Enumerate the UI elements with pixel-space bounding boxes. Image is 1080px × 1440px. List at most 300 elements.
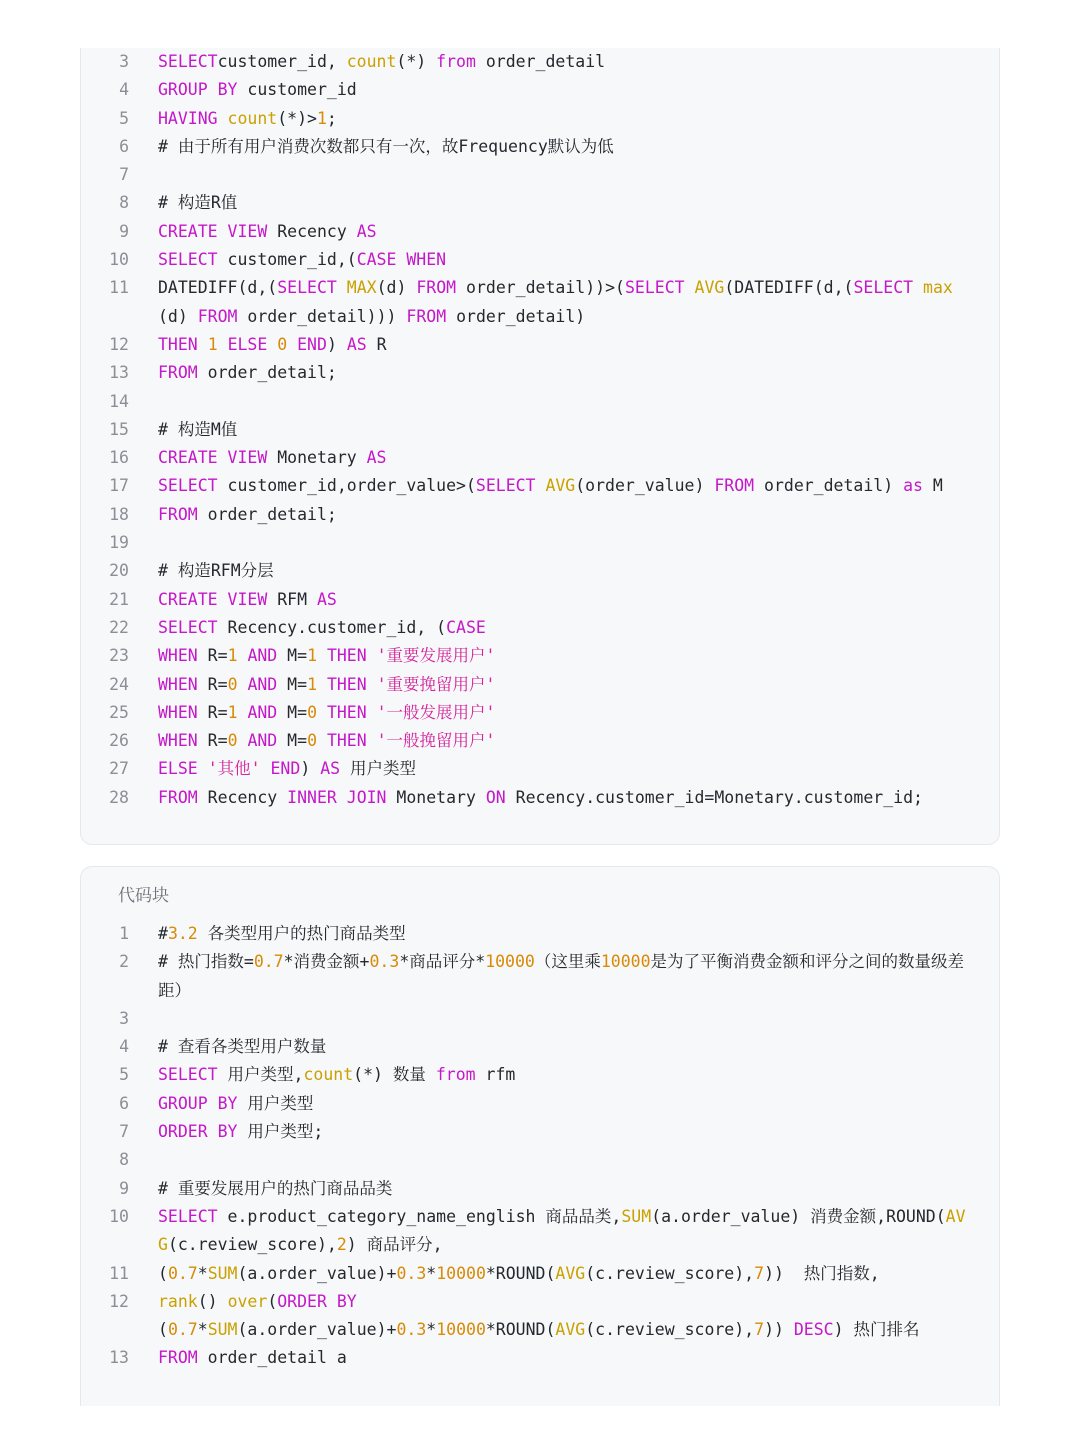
code-token: 3.2 xyxy=(167,924,198,943)
code-line xyxy=(81,416,999,444)
code-line xyxy=(81,1203,999,1260)
line-code xyxy=(158,948,972,1005)
code-line xyxy=(81,755,999,783)
code-token: 1 xyxy=(316,108,327,128)
code-token: # 重要发展用户的热门商品品类 xyxy=(158,1178,393,1198)
line-code xyxy=(158,920,972,948)
code-token: 用户类型 xyxy=(340,759,416,779)
code-token: *商品评分* xyxy=(399,952,486,972)
code-token: 10000 xyxy=(485,952,535,972)
code-token: over xyxy=(227,1291,268,1311)
line-code xyxy=(158,1288,972,1345)
code-token: SELECT xyxy=(158,476,218,496)
code-token: 0.7 xyxy=(167,1320,198,1340)
code-token: ELSE xyxy=(227,334,268,354)
code-token: ) xyxy=(300,759,321,779)
line-number: 4 xyxy=(119,1037,129,1057)
line-number: 12 xyxy=(109,334,129,354)
code-token xyxy=(913,278,923,297)
code-token: MAX xyxy=(346,278,377,298)
code-token: order_detail; xyxy=(197,504,337,524)
code-line xyxy=(81,472,999,500)
line-number: 9 xyxy=(119,221,129,241)
code-token: AVG xyxy=(158,1206,966,1255)
code-token: ORDER BY xyxy=(277,1291,357,1311)
line-code xyxy=(158,1118,972,1146)
code-token: CREATE VIEW xyxy=(158,221,268,241)
code-token xyxy=(317,731,327,750)
code-token xyxy=(198,759,208,778)
line-code xyxy=(158,586,972,614)
line-number: 9 xyxy=(119,1178,129,1198)
code-token xyxy=(317,675,327,694)
line-number: 6 xyxy=(119,136,129,156)
code-line xyxy=(81,586,999,614)
line-code xyxy=(158,1146,972,1174)
code-token: THEN xyxy=(326,674,367,694)
line-number: 26 xyxy=(109,731,129,751)
code-token: ( xyxy=(158,1263,168,1283)
code-token: customer_id,( xyxy=(217,250,357,270)
code-token: (*) xyxy=(396,52,437,71)
line-number: 25 xyxy=(109,702,129,722)
code-line xyxy=(81,784,999,812)
code-token: 1 xyxy=(307,646,317,666)
code-line xyxy=(81,246,999,274)
code-token xyxy=(367,675,377,694)
code-token: 10000 xyxy=(600,952,651,972)
code-token: (d) xyxy=(376,278,417,298)
line-number: 2 xyxy=(119,952,129,972)
code-token: THEN xyxy=(326,702,367,722)
code-line xyxy=(81,161,999,189)
line-number: 14 xyxy=(109,391,129,411)
code-token: WHEN xyxy=(158,646,198,666)
code-token xyxy=(238,675,248,694)
code-token: SELECT xyxy=(277,278,337,298)
line-code xyxy=(158,331,972,359)
code-token: customer_id xyxy=(237,80,357,100)
code-token: AVG xyxy=(545,476,576,496)
line-code xyxy=(158,529,972,557)
code-token: # 构造M值 xyxy=(158,419,238,439)
code-token: FROM xyxy=(197,306,238,326)
code-token: （这里乘 xyxy=(534,952,601,972)
code-token xyxy=(337,278,347,297)
code-token: AND xyxy=(247,702,278,722)
line-code xyxy=(158,727,972,755)
code-token: DATEDIFF(d,( xyxy=(158,278,278,298)
code-token: # 由于所有用户消费次数都只有一次，故Frequency默认为低 xyxy=(158,136,614,156)
code-token xyxy=(218,109,228,128)
line-code xyxy=(158,161,972,189)
code-line xyxy=(81,48,999,76)
code-token: SUM xyxy=(621,1206,652,1226)
line-code xyxy=(158,755,972,783)
code-line xyxy=(81,727,999,755)
code-token xyxy=(238,731,248,750)
code-token xyxy=(536,476,546,495)
code-line xyxy=(81,76,999,104)
line-code xyxy=(158,1260,972,1288)
code-line xyxy=(81,133,999,161)
code-token: 用户类型; xyxy=(237,1122,324,1142)
code-token: R= xyxy=(197,731,228,751)
code-token: SELECT xyxy=(158,1206,218,1226)
line-number: 13 xyxy=(109,363,129,383)
code-line xyxy=(81,1005,999,1033)
line-code xyxy=(158,105,972,133)
code-token: FROM xyxy=(158,787,198,807)
code-token: (*)> xyxy=(277,108,317,128)
line-code xyxy=(158,48,972,76)
line-code xyxy=(158,359,972,387)
code-token: R= xyxy=(197,702,228,722)
code-token: SELECT xyxy=(158,52,218,71)
code-token: 0 xyxy=(227,731,238,751)
code-token: SELECT xyxy=(158,1065,218,1085)
line-number: 5 xyxy=(119,1065,129,1085)
code-token: END xyxy=(297,334,327,354)
code-token: # 热门指数= xyxy=(158,952,254,972)
code-line xyxy=(81,1033,999,1061)
line-number: 23 xyxy=(109,646,129,666)
code-lines xyxy=(81,48,999,812)
code-token: FROM xyxy=(416,278,457,298)
code-token: 1 xyxy=(227,702,238,722)
code-line xyxy=(81,671,999,699)
code-token: AS xyxy=(346,334,367,354)
code-token: (a.order_value)+ xyxy=(237,1263,397,1283)
code-token: (c.review_score), xyxy=(167,1235,337,1255)
code-token: SELECT xyxy=(624,278,685,298)
code-token: M= xyxy=(277,674,308,694)
code-token: M= xyxy=(277,731,308,751)
code-line xyxy=(81,948,999,1005)
code-token: order_detail xyxy=(475,52,606,71)
code-token: order_detail) xyxy=(754,476,904,496)
line-code xyxy=(158,671,972,699)
code-token xyxy=(198,335,208,354)
line-number: 7 xyxy=(119,1122,129,1142)
code-token: AND xyxy=(247,731,278,751)
code-token: FROM xyxy=(714,476,755,496)
line-number: 4 xyxy=(119,80,129,100)
code-token: order_detail; xyxy=(197,363,337,383)
line-code xyxy=(158,614,972,642)
line-code xyxy=(158,1061,972,1089)
code-token: 0 xyxy=(307,731,317,751)
code-token: THEN xyxy=(326,646,367,666)
code-token: * xyxy=(426,1263,437,1283)
code-token: FROM xyxy=(406,306,447,326)
line-number: 1 xyxy=(119,924,129,943)
code-token: DESC xyxy=(793,1320,834,1340)
code-token: 1 xyxy=(207,334,218,354)
code-token: 7 xyxy=(754,1263,765,1283)
code-token: # xyxy=(158,924,168,943)
line-number: 19 xyxy=(109,533,129,553)
code-token: ) 商品评分, xyxy=(346,1235,443,1255)
line-code xyxy=(158,1175,972,1203)
code-token: WHEN xyxy=(158,731,198,751)
code-line xyxy=(81,1344,999,1372)
code-token: customer_id,order_value>( xyxy=(217,476,476,496)
line-code xyxy=(158,557,972,585)
line-number: 6 xyxy=(119,1093,129,1113)
code-line xyxy=(81,1288,999,1345)
code-token: ; xyxy=(326,108,337,128)
code-token: 10000 xyxy=(436,1320,486,1340)
code-token xyxy=(317,646,327,665)
code-token: SELECT xyxy=(853,278,914,298)
code-token: R= xyxy=(197,674,228,694)
line-number: 27 xyxy=(109,759,129,779)
line-number: 5 xyxy=(119,108,129,128)
line-code xyxy=(158,218,972,246)
code-token: FROM xyxy=(158,504,198,524)
code-token xyxy=(367,703,377,722)
code-line xyxy=(81,331,999,359)
code-line xyxy=(81,1118,999,1146)
code-line xyxy=(81,1175,999,1203)
code-token xyxy=(218,335,228,354)
line-number: 28 xyxy=(109,787,129,807)
code-token: # 构造R值 xyxy=(158,193,238,213)
code-token: )) xyxy=(764,1320,794,1340)
code-token: AS xyxy=(366,448,387,468)
code-token: e.product_category_name_english 商品品类, xyxy=(217,1206,622,1226)
code-line xyxy=(81,444,999,472)
code-block-1 xyxy=(80,48,1000,845)
code-token: Recency.customer_id, ( xyxy=(217,617,447,637)
code-line xyxy=(81,218,999,246)
code-line xyxy=(81,501,999,529)
code-token: * xyxy=(197,1320,208,1340)
code-token: '一般挽留用户' xyxy=(376,731,496,751)
code-token: 是为了平衡消费金额和评分之间的数量级差距） xyxy=(158,952,965,1000)
line-code xyxy=(158,1090,972,1118)
code-token: AND xyxy=(247,646,278,666)
code-token: ) 热门排名 xyxy=(833,1320,920,1340)
code-token: '重要发展用户' xyxy=(376,646,496,666)
code-token: CREATE VIEW xyxy=(158,448,268,468)
line-number: 21 xyxy=(109,589,129,609)
code-token: AS xyxy=(320,759,341,779)
line-number: 12 xyxy=(109,1291,129,1311)
code-block-title: 代码块 xyxy=(118,886,169,906)
code-token: SELECT xyxy=(475,476,536,496)
code-token: (a.order_value) 消费金额,ROUND( xyxy=(651,1206,946,1226)
code-line xyxy=(81,614,999,642)
code-block-2 xyxy=(80,866,1000,1406)
code-token: GROUP BY xyxy=(158,80,238,100)
code-token: (c.review_score), xyxy=(585,1320,755,1340)
line-code xyxy=(158,246,972,274)
code-token: 0.3 xyxy=(396,1263,427,1283)
code-token: AVG xyxy=(694,278,725,298)
code-token: FROM xyxy=(158,1348,198,1368)
code-token: 0.7 xyxy=(167,1263,198,1283)
code-token: *ROUND( xyxy=(485,1263,556,1283)
code-token: SELECT xyxy=(158,617,218,637)
code-token: '一般发展用户' xyxy=(376,702,496,722)
code-token: THEN xyxy=(326,731,367,751)
code-token xyxy=(238,646,248,665)
code-token: ( xyxy=(158,1320,168,1340)
line-code xyxy=(158,189,972,217)
code-token: THEN xyxy=(158,334,198,354)
code-token: (d) xyxy=(158,306,198,326)
line-number: 8 xyxy=(119,193,129,213)
line-code xyxy=(158,1005,972,1033)
code-token: order_detail))>( xyxy=(456,278,625,298)
code-line xyxy=(81,699,999,727)
code-token: M= xyxy=(277,702,308,722)
code-token: '其他' xyxy=(207,759,261,779)
code-line xyxy=(81,557,999,585)
code-token: FROM xyxy=(158,363,198,383)
code-token: count xyxy=(227,108,278,128)
code-token: () xyxy=(197,1291,228,1311)
code-token: 用户类型 xyxy=(237,1093,314,1113)
line-code xyxy=(158,133,972,161)
code-line xyxy=(81,1090,999,1118)
line-code xyxy=(158,501,972,529)
code-token: AND xyxy=(247,674,278,694)
code-token: * xyxy=(197,1263,208,1283)
code-token: WHEN xyxy=(158,674,198,694)
line-number: 8 xyxy=(119,1150,129,1170)
code-line xyxy=(81,1061,999,1089)
code-token xyxy=(287,335,297,354)
code-token: 10000 xyxy=(436,1263,486,1283)
code-line xyxy=(81,1146,999,1174)
code-line xyxy=(81,189,999,217)
line-number: 11 xyxy=(109,1263,129,1283)
line-code xyxy=(158,1344,972,1372)
line-code xyxy=(158,642,972,670)
code-token: *ROUND( xyxy=(485,1320,556,1340)
code-token: (order_value) xyxy=(575,476,715,496)
code-token: M= xyxy=(277,646,308,666)
code-token: SELECT xyxy=(158,250,218,270)
code-token: 各类型用户的热门商品类型 xyxy=(197,924,406,943)
line-code xyxy=(158,388,972,416)
code-token: rfm xyxy=(475,1065,516,1085)
code-token: 0.7 xyxy=(253,952,284,972)
code-line xyxy=(81,1260,999,1288)
code-token: Monetary xyxy=(267,448,367,468)
line-number: 3 xyxy=(119,52,129,71)
code-token: count xyxy=(303,1065,354,1085)
code-token: )) 热门指数, xyxy=(764,1263,880,1283)
code-token: (c.review_score), xyxy=(585,1263,755,1283)
line-code xyxy=(158,274,972,331)
line-code xyxy=(158,1203,972,1260)
code-token xyxy=(367,646,377,665)
line-code xyxy=(158,416,972,444)
code-token: max xyxy=(923,278,953,298)
code-token: SUM xyxy=(207,1320,238,1340)
code-token: # 查看各类型用户数量 xyxy=(158,1037,327,1057)
line-number: 18 xyxy=(109,504,129,524)
code-token: ELSE xyxy=(158,759,198,779)
code-token: 0 xyxy=(227,674,238,694)
code-token: from xyxy=(435,1065,476,1085)
line-number: 17 xyxy=(109,476,129,496)
code-token: from xyxy=(436,52,476,71)
code-token: AS xyxy=(356,221,377,241)
code-token: Recency.customer_id=Monetary.customer_id; xyxy=(505,787,923,807)
code-line xyxy=(81,529,999,557)
code-token: (a.order_value)+ xyxy=(237,1320,397,1340)
line-code xyxy=(158,784,972,812)
code-token: SUM xyxy=(207,1263,238,1283)
code-token: INNER JOIN xyxy=(287,787,387,807)
code-token: ) xyxy=(326,334,347,354)
code-token: rank xyxy=(158,1291,198,1311)
code-token: 0 xyxy=(307,702,317,722)
code-token xyxy=(685,278,695,297)
code-token: 用户类型, xyxy=(217,1065,304,1085)
code-token: CREATE VIEW xyxy=(158,589,268,609)
code-token: M xyxy=(922,476,943,496)
code-token: # 构造RFM分层 xyxy=(158,561,274,581)
code-token: R xyxy=(366,334,387,354)
code-token: ON xyxy=(485,787,506,807)
line-number: 20 xyxy=(109,561,129,581)
code-token: 0.3 xyxy=(396,1320,427,1340)
code-token: CASE xyxy=(446,617,486,637)
code-token: * xyxy=(426,1320,437,1340)
code-token: ORDER BY xyxy=(158,1122,238,1142)
code-line xyxy=(81,388,999,416)
line-number: 7 xyxy=(119,165,129,185)
code-token: 2 xyxy=(336,1235,347,1255)
code-token: Recency xyxy=(197,787,288,807)
code-token: WHEN xyxy=(158,702,198,722)
code-line xyxy=(81,920,999,948)
code-token: 1 xyxy=(227,646,238,666)
code-token: (DATEDIFF(d,( xyxy=(724,278,854,298)
line-number: 11 xyxy=(109,278,129,298)
code-token: HAVING xyxy=(158,108,218,128)
code-line xyxy=(81,642,999,670)
line-number: 10 xyxy=(109,1206,129,1226)
code-token: R= xyxy=(197,646,228,666)
code-line xyxy=(81,274,999,331)
code-token: order_detail) xyxy=(446,306,586,326)
code-token: count xyxy=(346,52,397,71)
line-number: 22 xyxy=(109,617,129,637)
code-token: 1 xyxy=(307,674,317,694)
code-token: customer_id, xyxy=(217,52,347,71)
code-token: '重要挽留用户' xyxy=(376,674,496,694)
code-token: order_detail a xyxy=(197,1348,347,1368)
code-token: as xyxy=(903,476,923,496)
line-code xyxy=(158,472,972,500)
line-number: 3 xyxy=(119,1008,129,1028)
code-token: *消费金额+ xyxy=(283,952,370,972)
line-code xyxy=(158,444,972,472)
line-code xyxy=(158,76,972,104)
code-line xyxy=(81,105,999,133)
line-code xyxy=(158,699,972,727)
line-number: 10 xyxy=(109,250,129,270)
code-token xyxy=(238,703,248,722)
code-token xyxy=(261,759,271,778)
